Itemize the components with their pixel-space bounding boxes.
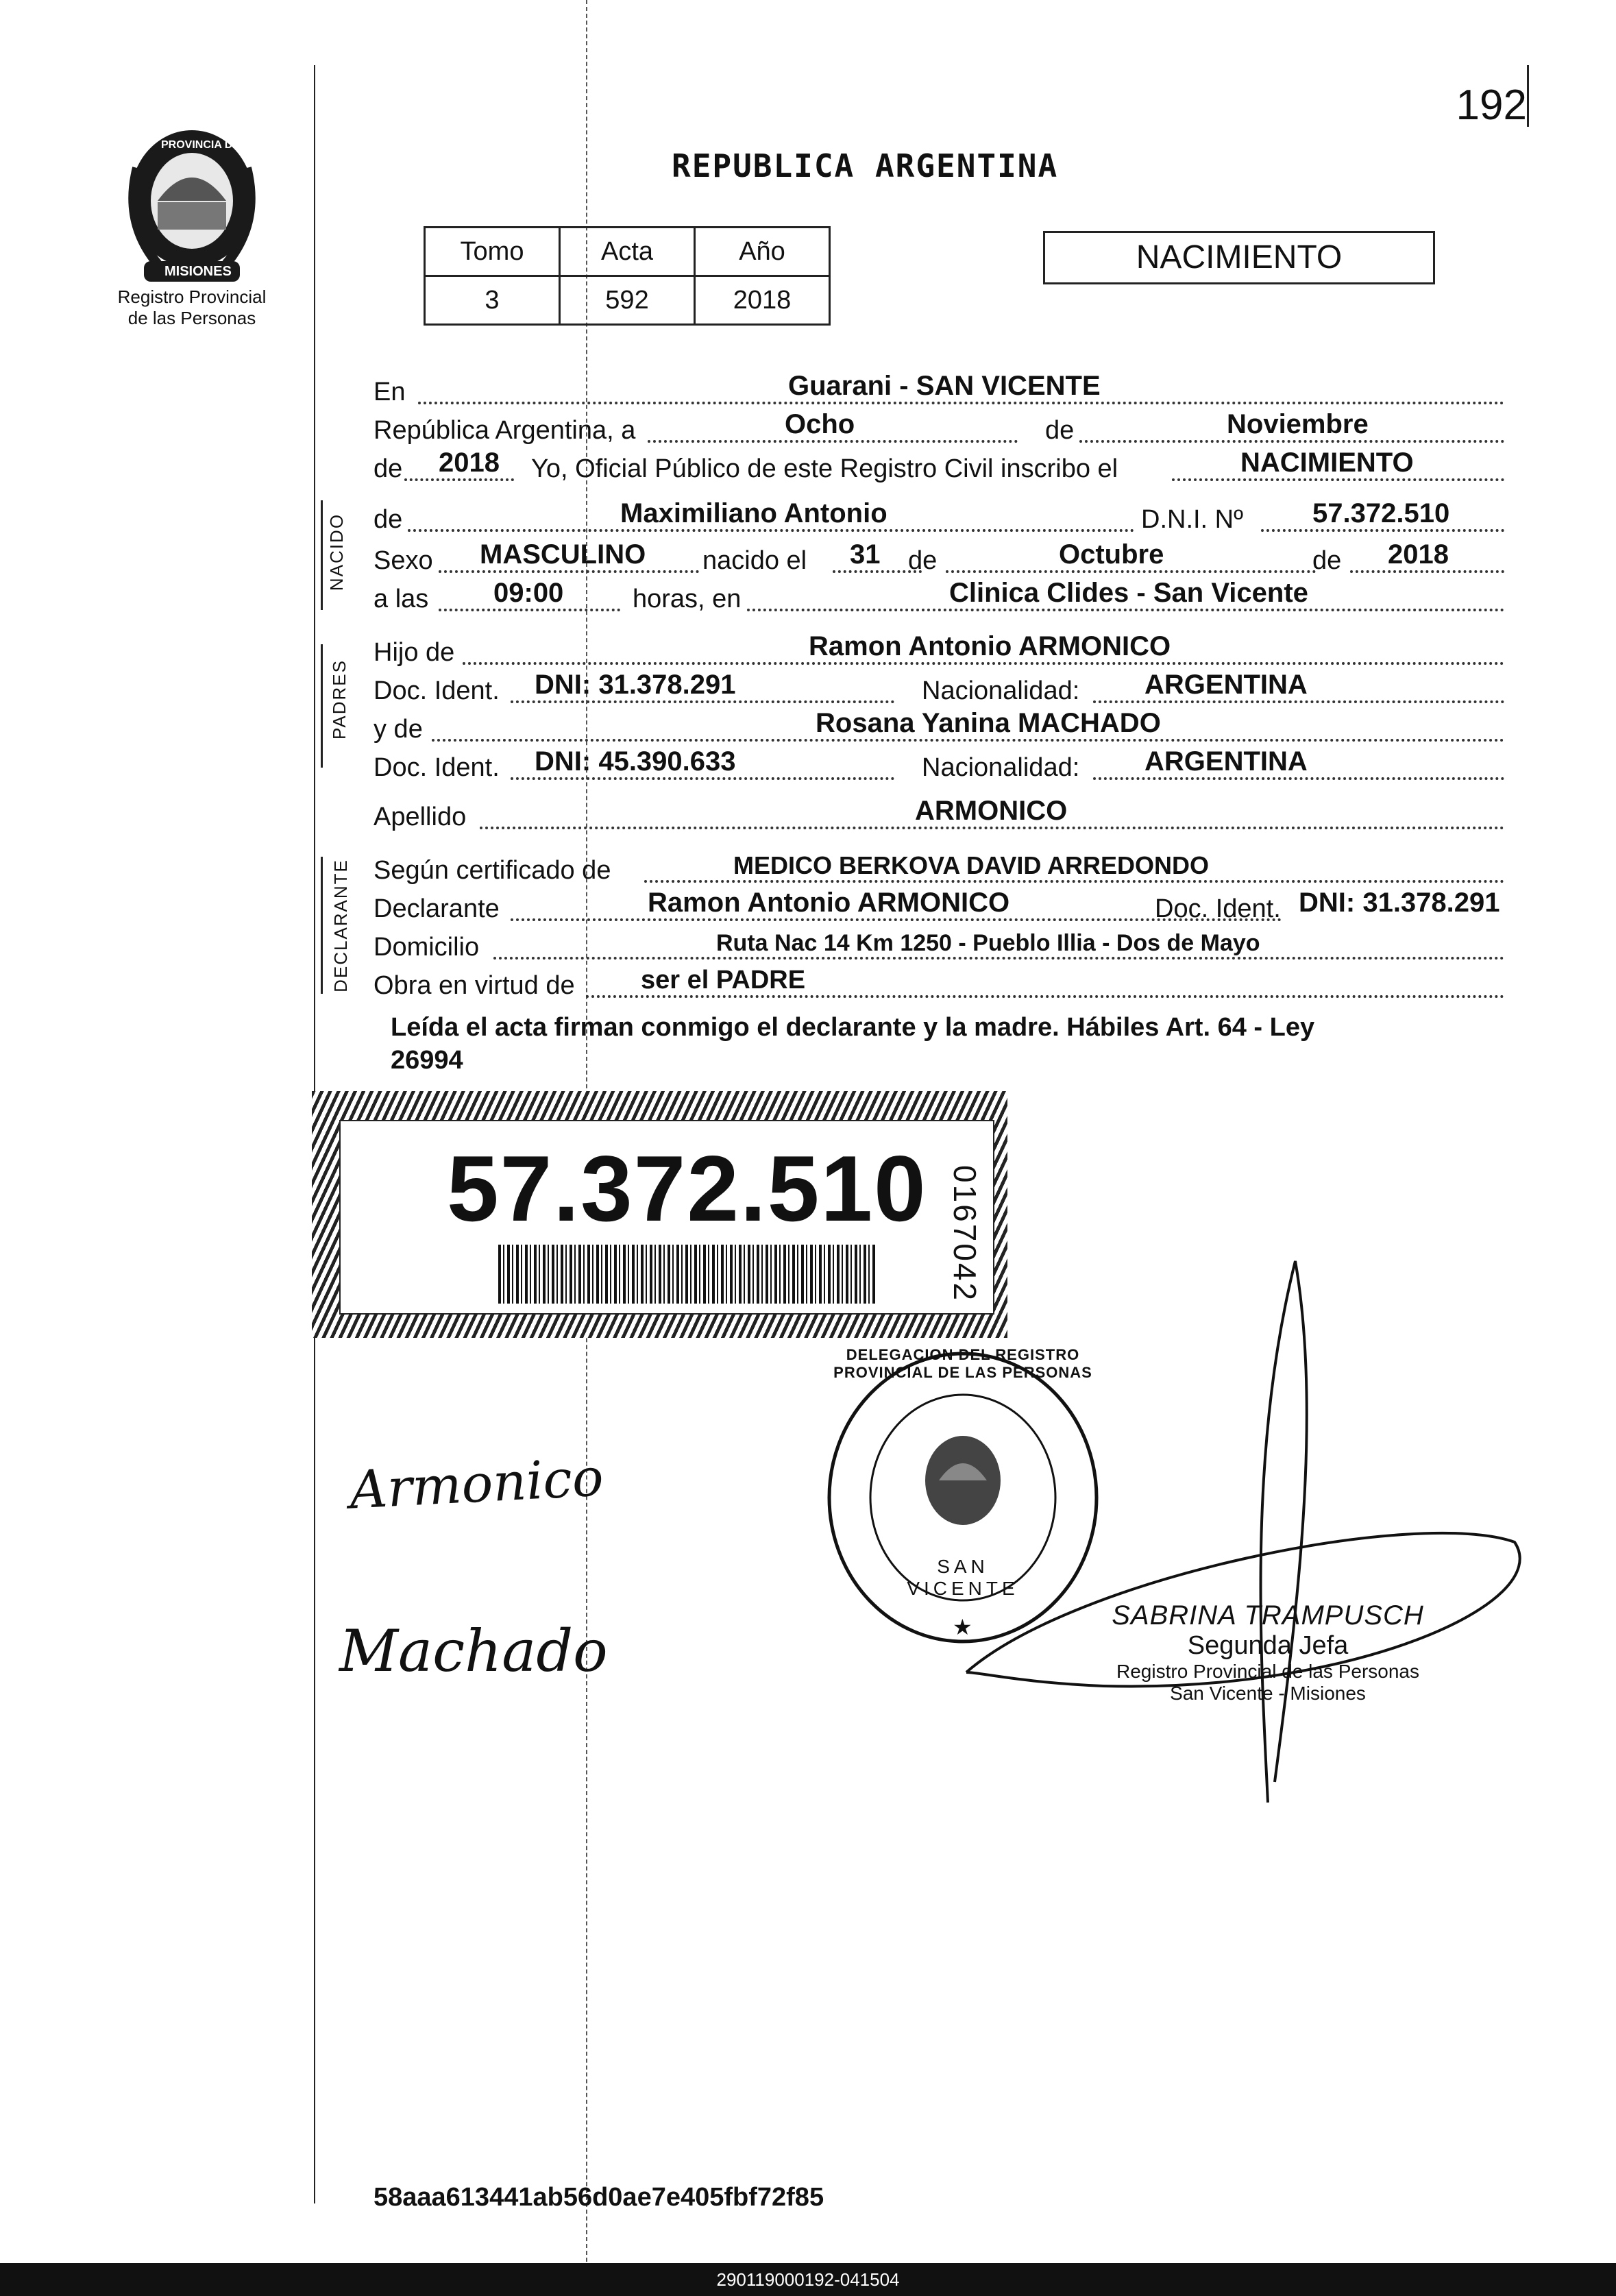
closing-statement (391, 1011, 1473, 1077)
label-doc-ident3: Doc. Ident. (1155, 894, 1281, 923)
barcode (498, 1245, 875, 1304)
dots (586, 995, 1504, 998)
tomo-header: Tomo (425, 228, 560, 276)
record-type-box (1043, 231, 1435, 284)
value-madre-doc: DNI: 45.390.633 (535, 746, 736, 777)
row-lugar (374, 370, 1504, 408)
dots (432, 739, 1504, 742)
tomo-value: 3 (425, 276, 560, 325)
dots (511, 777, 894, 780)
section-nacido: NACIDO (326, 513, 347, 591)
label-de3: de (908, 546, 938, 575)
row-apellido (374, 795, 1504, 833)
registry-line1: Registro Provincial (117, 286, 267, 307)
signature-madre: Machado (339, 1617, 608, 1685)
registry-line2: de las Personas (127, 308, 256, 328)
row-padre-doc (374, 669, 1504, 707)
row-hora (374, 577, 1504, 615)
value-lugar: Guarani - SAN VICENTE (788, 371, 1101, 401)
label-horas-en: horas, en (633, 585, 742, 613)
dni-sticker-inner (339, 1120, 994, 1315)
dots (1093, 700, 1504, 703)
label-segun: Según certificado de (374, 856, 611, 885)
row-inscribo (374, 447, 1504, 485)
province-emblem (117, 127, 267, 291)
label-hijo-de: Hijo de (374, 638, 455, 667)
acta-value: 592 (560, 276, 695, 325)
right-margin-line (1527, 65, 1529, 127)
star-icon: ★ (953, 1615, 972, 1639)
value-dia: Ocho (785, 409, 855, 439)
dots (493, 957, 1504, 960)
registry-name (89, 286, 295, 329)
emblem-bottom-text: MISIONES (164, 264, 232, 279)
value-obra: ser el PADRE (641, 966, 806, 994)
label-de2: de (374, 454, 403, 483)
anio-header: Año (695, 228, 830, 276)
dots (404, 478, 514, 481)
page-number: 192 (1456, 82, 1527, 129)
label-domicilio: Domicilio (374, 933, 480, 962)
dots (648, 440, 1018, 443)
closing-line2: 26994 (391, 1046, 463, 1075)
label-dni: D.N.I. Nº (1141, 505, 1243, 534)
dots (439, 609, 620, 611)
value-mes: Noviembre (1227, 409, 1369, 439)
value-certificado: MEDICO BERKOVA DAVID ARREDONDO (733, 851, 1210, 879)
row-madre (374, 707, 1504, 746)
value-declarante-doc: DNI: 31.378.291 (1299, 888, 1500, 918)
row-madre-doc (374, 746, 1504, 784)
row-certificado (374, 848, 1504, 887)
value-anio: 2018 (439, 448, 500, 478)
document-hash: 58aaa613441ab56d0ae7e405fbf72f85 (374, 2183, 824, 2212)
label-de: de (1045, 416, 1075, 445)
row-nombre (374, 498, 1504, 536)
label-y-de: y de (374, 715, 423, 744)
official-title: Segunda Jefa (1187, 1631, 1349, 1660)
dots (1261, 529, 1504, 532)
dots (511, 700, 894, 703)
row-domicilio (374, 925, 1504, 964)
label-nacionalidad2: Nacionalidad: (922, 753, 1080, 782)
label-doc-ident2: Doc. Ident. (374, 753, 500, 782)
value-sexo: MASCULINO (480, 539, 646, 570)
record-type: NACIMIENTO (1136, 239, 1343, 276)
label-de4: de (1312, 546, 1342, 575)
section-padres: PADRES (329, 659, 350, 740)
label-a-las: a las (374, 585, 429, 613)
declarante-rule (321, 857, 323, 994)
dots (1093, 777, 1504, 780)
label-declarante: Declarante (374, 894, 500, 923)
volume-table (424, 226, 831, 326)
label-nacionalidad: Nacionalidad: (922, 676, 1080, 705)
value-declarante: Ramon Antonio ARMONICO (648, 888, 1010, 918)
value-apellido: ARMONICO (915, 796, 1068, 826)
dots (418, 402, 1504, 404)
label-de-nacido: de (374, 505, 403, 534)
stamp-ring-text: DELEGACION DEL REGISTRO PROVINCIAL DE LAS PERSONAS (833, 1346, 1092, 1381)
label-apellido: Apellido (374, 803, 467, 831)
dni-sticker (312, 1091, 1007, 1338)
official-name: SABRINA TRAMPUSCH (1112, 1600, 1424, 1631)
dots (946, 570, 1316, 573)
signature-declarante: Armonico (347, 1446, 605, 1521)
signature-scribble-icon (939, 1247, 1542, 1809)
row-declarante (374, 887, 1504, 925)
emblem-top-text: PROVINCIA DE (161, 139, 240, 151)
dots (644, 880, 1504, 883)
acta-header: Acta (560, 228, 695, 276)
value-hora: 09:00 (493, 578, 564, 608)
nacido-rule (321, 500, 323, 610)
value-nac-mes: Octubre (1059, 539, 1164, 570)
value-tipo: NACIMIENTO (1240, 448, 1414, 478)
value-madre-nac: ARGENTINA (1144, 746, 1308, 777)
dots (463, 662, 1504, 665)
dots (1172, 478, 1504, 481)
label-en: En (374, 378, 406, 406)
official-signature-scribble (939, 1247, 1542, 1809)
label-republica: República Argentina, a (374, 416, 636, 445)
dots (439, 570, 699, 573)
section-declarante: DECLARANTE (330, 859, 351, 992)
value-padre: Ramon Antonio ARMONICO (809, 631, 1171, 661)
footer-bar (0, 2263, 1616, 2296)
footer-code: 290119000192-041504 (716, 2269, 900, 2290)
label-yo: Yo, Oficial Público de este Registro Civil inscribo el (531, 454, 1118, 483)
value-nombre: Maximiliano Antonio (620, 498, 887, 528)
dots (1350, 570, 1504, 573)
value-dni: 57.372.510 (1312, 498, 1450, 528)
anio-value: 2018 (695, 276, 830, 325)
label-obra: Obra en virtud de (374, 971, 575, 1000)
label-nacido-el: nacido el (702, 546, 807, 575)
dots (408, 529, 1134, 532)
value-padre-doc: DNI: 31.378.291 (535, 670, 736, 700)
value-madre: Rosana Yanina MACHADO (816, 708, 1161, 738)
padres-rule (321, 644, 323, 768)
value-lugar-nac: Clinica Clides - San Vicente (949, 578, 1308, 608)
dots (480, 827, 1504, 829)
label-sexo: Sexo (374, 546, 433, 575)
value-nac-dia: 31 (850, 539, 881, 570)
row-sexo (374, 539, 1504, 577)
dni-number: 57.372.510 (447, 1136, 927, 1241)
value-domicilio: Ruta Nac 14 Km 1250 - Pueblo Illia - Dos de Mayo (716, 930, 1260, 956)
value-padre-nac: ARGENTINA (1144, 670, 1308, 700)
official-office: Registro Provincial de las Personas (1116, 1661, 1419, 1682)
closing-line1: Leída el acta firman conmigo el declarante y la madre. Hábiles Art. 64 - Ley (391, 1013, 1315, 1042)
label-doc-ident: Doc. Ident. (374, 676, 500, 705)
row-obra (374, 964, 1504, 1002)
stamp-inner-text: SAN VICENTE (907, 1556, 1019, 1599)
official-place: San Vicente - Misiones (1170, 1683, 1366, 1704)
dots (1079, 440, 1504, 443)
dni-side-code: 0167042 (947, 1165, 983, 1303)
official-block (1103, 1600, 1432, 1705)
dots (747, 609, 1504, 611)
value-nac-anio: 2018 (1388, 539, 1449, 570)
country-title: REPUBLICA ARGENTINA (672, 147, 1059, 184)
row-padre (374, 631, 1504, 669)
row-fecha (374, 408, 1504, 447)
